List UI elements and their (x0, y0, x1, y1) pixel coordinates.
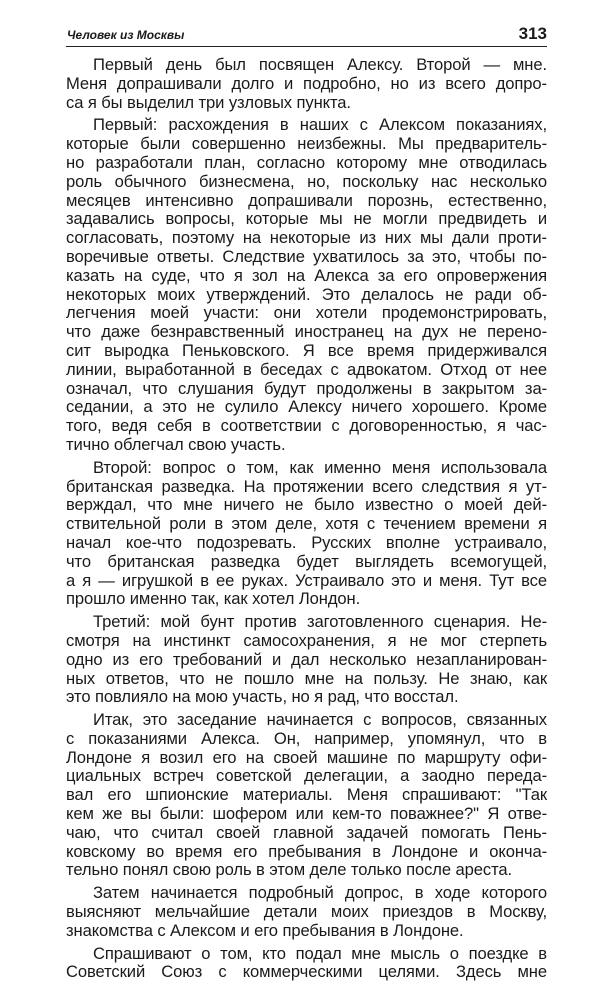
text-line: легчения моей участи: они хотели продемонстрировать, (66, 303, 547, 323)
text-line: смотря на инстинкт самосохранения, я не мог стерпеть (66, 630, 547, 650)
text-line: чаю, что считал своей главной задачей помогать Пень- (66, 822, 547, 842)
paragraph (66, 711, 547, 880)
text-line: воречивые ответы. Следствие ухватилось за это, чтобы по- (66, 246, 547, 266)
running-header (66, 20, 547, 47)
text-line: Меня допрашивали долго и подробно, но из всего допро- (66, 73, 547, 93)
text-line: но разработали план, согласно которому мне отводилась (66, 152, 547, 172)
text-line: которые были совершенно неизбежны. Мы предваритель- (66, 134, 547, 154)
text-line: выясняют мельчайшие детали моих приездов в Москву, (66, 902, 547, 922)
text-line: месяцев интенсивно допрашивали порознь, естественно, (66, 190, 547, 210)
text-line: одно из его требований и дал несколько незапланирован- (66, 649, 547, 669)
text-line: вал его шпионские материалы. Меня спрашивают: "Так (66, 785, 547, 805)
paragraph (66, 116, 547, 454)
text-line: знакомства с Алексом и его пребывания в Лондоне. (66, 920, 464, 940)
paragraph (66, 56, 547, 112)
text-line: Спрашивают о том, кто подал мне мысль о поездке в (93, 943, 547, 963)
text-line: са я бы выделил три узловых пункта. (66, 92, 351, 112)
text-line: Второй: вопрос о том, как именно меня использовала (93, 457, 547, 477)
paragraph (66, 945, 547, 983)
text-line: означал, что слушания будут продолжены в закрытом за- (66, 378, 547, 398)
text-line: Лондоне я возил его на своей машине по маршруту офи- (66, 747, 547, 767)
text-line: сит выродка Пеньковского. Я все время придерживался (66, 340, 547, 360)
text-line: что даже безнравственный иностранец на дух не перено- (66, 322, 547, 342)
text-line: роль обычного бизнесмена, но, поскольку нас несколько (66, 171, 547, 191)
text-line: седании, а это не сулило Алексу ничего хорошего. Кроме (66, 397, 547, 417)
text-line: согласовать, поэтому на некоторые из них мы дали проти- (66, 228, 547, 248)
page-body-text (66, 56, 547, 986)
paragraph (66, 613, 547, 707)
paragraph (66, 459, 547, 609)
text-line: Советский Союз с коммерческими целями. Здесь мне (66, 962, 547, 982)
text-line: прошло именно так, как хотел Лондон. (66, 589, 361, 609)
text-line: ных ответов, что не пошло мне на пользу. Не знаю, как (66, 668, 547, 688)
text-line: казать на суде, что я зол на Алекса за его опровержения (66, 265, 547, 285)
text-line: это повлияло на мою участь, но я рад, что восстал. (66, 687, 459, 707)
text-line: Первый: расхождения в наших с Алексом показаниях, (93, 115, 547, 135)
text-line: Первый день был посвящен Алексу. Второй — мне. (93, 55, 547, 74)
text-line: британская разведка. На протяжении всего следствия я ут- (66, 476, 547, 496)
text-line: Итак, это заседание начинается с вопросов, связанных (93, 710, 547, 730)
text-line: того, ведя себя в соответствии с договоренностью, я час- (66, 416, 547, 436)
running-title: Человек из Москвы (67, 28, 185, 42)
text-line: что британская разведка будет выглядеть всемогущей, (66, 551, 547, 571)
text-line: тично облегчал свою участь. (66, 434, 286, 454)
text-line: начал кое-что подозревать. Русских вполне устраивало, (66, 532, 547, 552)
text-line: линии, выработанной в беседах с адвокатом. Отход от нее (66, 359, 547, 379)
paragraph (66, 884, 547, 940)
text-line: ковскому во время его пребывания в Лондоне и оконча- (66, 841, 547, 861)
text-line: а я — игрушкой в ее руках. Устраивало это и меня. Тут все (66, 570, 547, 590)
text-line: задавались вопросы, которые мы не могли предвидеть и (66, 209, 547, 229)
text-line: кем же вы были: шофером или кем-то поважнее?" Я отве- (66, 804, 547, 824)
text-line: тельно понял свою роль в этом деле только после ареста. (66, 860, 513, 880)
text-line: некоторых моих утверждений. Это делалось не ради об- (66, 284, 547, 304)
text-line: циальных встреч советской делегации, а заодно переда- (66, 766, 547, 786)
text-line: Третий: мой бунт против заготовленного сценария. Не- (93, 612, 547, 632)
text-line: Затем начинается подробный допрос, в ходе которого (93, 883, 547, 903)
page-number: 313 (518, 24, 547, 43)
text-line: верждал, что мне ничего не было известно о моей дей- (66, 495, 547, 515)
text-line: с показаниями Алекса. Он, например, упомянул, что в (66, 728, 547, 748)
text-line: ствительной роли в этом деле, хотя с течением времени я (66, 514, 547, 534)
